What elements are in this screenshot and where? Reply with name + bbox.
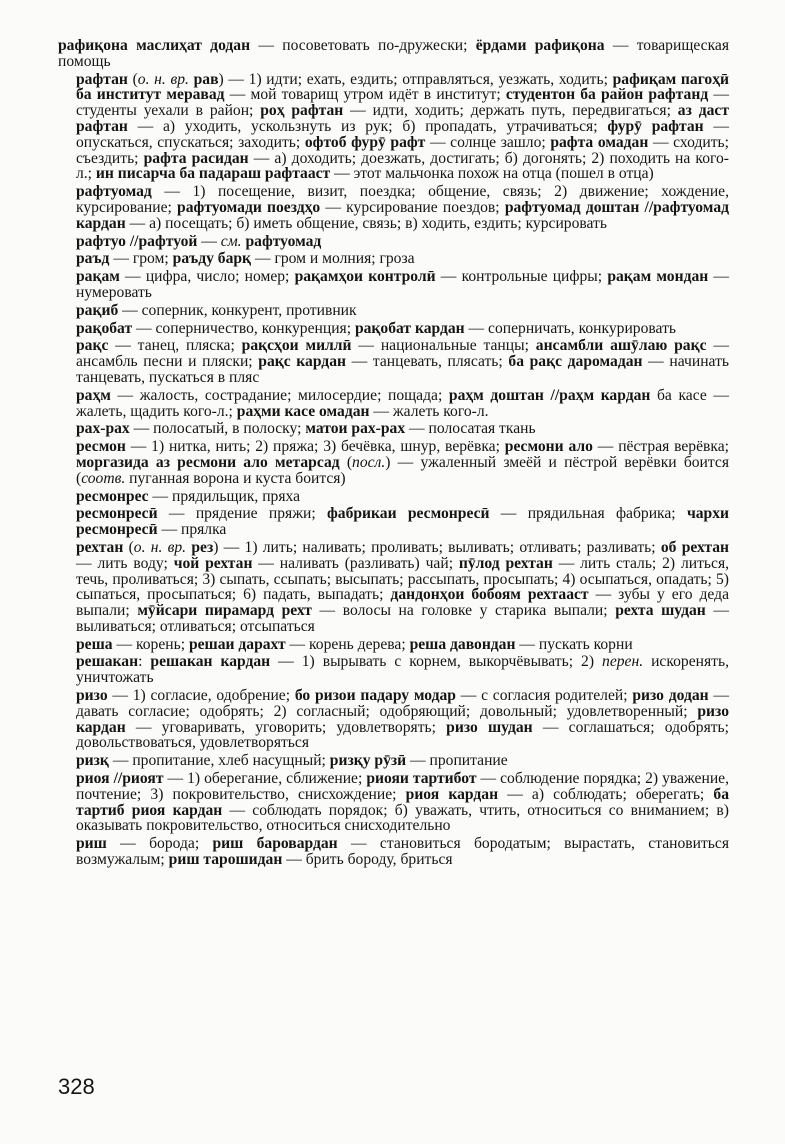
dictionary-entry: [58, 321, 729, 337]
definition-text: пуганная ворона и куста боится): [125, 469, 346, 487]
headword-text: рақсҳои миллӣ: [241, 337, 352, 355]
definition-text: — контрольные цифры;: [435, 268, 608, 286]
definition-text: — уговаривать, уговорить; удовлетворять;: [125, 718, 447, 736]
dictionary-entry: [58, 540, 729, 635]
headword-text: риш: [76, 835, 107, 853]
label-text: см.: [220, 232, 242, 250]
headword-text: рақобат кардан: [354, 319, 465, 337]
headword-text: риш баровардан: [212, 835, 338, 853]
headword-text: раҳми касе омадан: [236, 402, 370, 420]
headword-text: решакан: [76, 653, 139, 671]
headword-text: рав: [193, 70, 219, 88]
headword-text: рафтуо //рафтуой: [76, 232, 198, 250]
headword-text: чархи ресмонресӣ: [76, 505, 729, 539]
dictionary-entry: [58, 251, 729, 267]
definition-text: — курсирование поездов;: [320, 198, 505, 216]
headword-text: ин писарча ба падараш рафтааст: [95, 165, 331, 183]
definition-text: — пёстрая верёвка;: [592, 438, 729, 456]
definition-text: ) — ужаленный змеёй и пёстрой верёвки боится (: [76, 453, 729, 487]
dictionary-entry: [58, 506, 729, 538]
definition-text: — ансамбль песни и пляски;: [76, 337, 729, 371]
definition-text: :: [138, 653, 151, 671]
headword-text: матои рах-рах: [305, 420, 406, 438]
definition-text: — студенты уехали в район;: [76, 86, 729, 120]
definition-text: (: [127, 70, 138, 88]
definition-text: — с согласия родителей;: [455, 687, 633, 705]
definition-text: — полосатая ткань: [405, 420, 536, 438]
definition-text: — борода;: [106, 835, 213, 853]
headword-text: чой рехтан: [173, 554, 253, 572]
headword-text: рах-рах: [76, 420, 130, 438]
headword-text: ресмонресӣ: [76, 505, 158, 523]
definition-text: — опускаться, спускаться; заходить;: [76, 117, 729, 151]
headword-text: рафтан: [76, 70, 128, 88]
headword-text: мӯйсари пирамард рехт: [137, 602, 312, 620]
headword-text: студентон ба район рафтанд: [505, 86, 709, 104]
headword-text: об рехтан: [660, 538, 730, 556]
definition-text: — сходить; съездить;: [76, 133, 729, 167]
definition-text: — гром;: [109, 250, 173, 268]
headword-text: реша: [76, 635, 113, 653]
headword-text: раъд: [76, 250, 110, 268]
headword-text: рез: [191, 538, 214, 556]
dictionary-entry: [58, 421, 729, 437]
definition-text: — этот мальчонка похож на отца (пошел в отца): [330, 165, 654, 183]
headword-text: ансамбли ашӯлаю рақс: [535, 337, 707, 355]
headword-text: моргазида аз ресмони ало метарсад: [76, 453, 340, 471]
headword-text: рақиб: [76, 301, 119, 319]
definition-text: — солнце зашло;: [425, 133, 551, 151]
dictionary-entry: [58, 771, 729, 834]
definition-text: — жалость, сострадание; милосердие; пощада;: [110, 386, 449, 404]
definition-text: — соперничество, конкуренция;: [132, 319, 355, 337]
headword-text: офтоб фурӯ рафт: [304, 133, 426, 151]
definition-text: — цифра, число; номер;: [119, 268, 295, 286]
headword-text: ризқ: [76, 752, 109, 770]
headword-text: риояи тартибот: [366, 770, 477, 788]
definition-text: — а) доходить; доезжать, достигать; б) догонять; 2) походить на кого-л.;: [76, 149, 729, 183]
headword-text: ба рақс даромадан: [508, 353, 643, 371]
headword-text: пӯлод рехтан: [458, 554, 553, 572]
definition-text: — прядильная фабрика;: [489, 505, 687, 523]
headword-text: ресмонрес: [76, 487, 149, 505]
definition-text: — пропитание: [406, 752, 508, 770]
definition-text: — танец, пляска;: [108, 337, 242, 355]
definition-text: — волосы на головке у старика выпали;: [311, 602, 616, 620]
label-text: соотв.: [81, 469, 126, 487]
definition-text: — пускать корни: [515, 635, 633, 653]
definition-text: — соблюдать порядок; б) уважать, чтить, относиться со вниманием; в) оказывать покровительство, относиться снисходительно: [76, 801, 729, 835]
label-text: о. н. вр.: [137, 70, 189, 88]
page-number: 328: [58, 1074, 95, 1099]
headword-text: бо ризои падару модар: [294, 687, 456, 705]
dictionary-entry: [58, 688, 729, 751]
definition-text: — а) посещать; б) иметь общение, связь; в) ходить, ездить; курсировать: [125, 214, 607, 232]
definition-text: — 1) нитка, нить; 2) пряжа; 3) бечёвка, шнур, верёвка;: [125, 438, 505, 456]
definition-text: — мой товарищ утром идёт в институт;: [224, 86, 506, 104]
definition-text: — выливаться; отливаться; отсыпаться: [76, 602, 729, 635]
dictionary-entry: [58, 637, 729, 653]
definition-text: — лить воду;: [76, 554, 174, 572]
headword-text: ба тартиб риоя кардан: [76, 785, 729, 819]
definition-text: — наливать (разливать) чай;: [252, 554, 459, 572]
entry-list: [58, 38, 729, 868]
definition-text: — начинать танцевать, пускаться в пляс: [76, 353, 729, 386]
headword-text: рафтуомад: [76, 183, 152, 201]
headword-text: риш тарошидан: [168, 851, 283, 869]
definition-text: — посоветовать по-дружески;: [250, 37, 476, 54]
headword-text: рафиқам пагоҳӣ ба институт меравад: [76, 70, 729, 104]
definition-text: — давать согласие; одобрять; 2) согласный; одобряющий; довольный; удовлетворенный;: [76, 687, 729, 720]
label-text: посл.: [352, 453, 386, 471]
label-text: перен.: [602, 653, 644, 671]
definition-text: — соперничать, конкурировать: [464, 319, 677, 337]
dictionary-entry: [58, 338, 729, 385]
headword-text: ресмони ало: [504, 438, 593, 456]
headword-text: фабрикаи ресмонресӣ: [327, 505, 490, 523]
dictionary-entry: [58, 753, 729, 769]
definition-text: — брить бороду, бриться: [282, 851, 453, 869]
dictionary-entry: [58, 38, 729, 70]
definition-text: — прялка: [157, 521, 227, 539]
definition-text: — прядильщик, пряха: [148, 487, 301, 505]
definition-text: — соперник, конкурент, противник: [118, 301, 357, 319]
headword-text: дандонҳои бобоям рехтааст: [390, 586, 589, 604]
definition-text: (: [339, 453, 353, 471]
headword-text: рафта расидан: [143, 149, 249, 167]
definition-text: — а) соблюдать; оберегать;: [498, 785, 714, 803]
definition-text: — 1) вырывать с корнем, выкорчёвывать; 2): [270, 653, 603, 671]
definition-text: — зубы у его деда выпали;: [76, 586, 730, 620]
dictionary-entry: [58, 836, 729, 868]
dictionary-entry: [58, 388, 729, 420]
definition-text: — 1) оберегание, сближение;: [163, 770, 367, 788]
headword-text: аз даст рафтан: [76, 102, 729, 135]
headword-text: риоя кардан: [405, 785, 499, 803]
headword-text: рақам: [76, 268, 120, 286]
headword-text: роҳ рафтан: [260, 102, 344, 120]
definition-text: — товарищеская помощь: [58, 37, 729, 70]
dictionary-entry: [58, 303, 729, 319]
headword-text: рафтуомади поездҳо: [177, 198, 321, 216]
definition-text: — пропитание, хлеб насущный;: [108, 752, 330, 770]
definition-text: — прядение пряжи;: [157, 505, 327, 523]
label-text: о. н. вр.: [133, 538, 187, 556]
definition-text: искоренять, уничтожать: [76, 653, 729, 687]
headword-text: рафтуомад доштан //рафтуомад кардан: [76, 198, 730, 232]
headword-text: решаи дарахт: [188, 635, 286, 653]
headword-text: ресмон: [76, 438, 126, 456]
headword-text: рафиқона маслиҳат додан: [58, 37, 251, 54]
dictionary-entry: [58, 654, 729, 686]
headword-text: рафта омадан: [550, 133, 649, 151]
dictionary-entry: [58, 489, 729, 505]
headword-text: ризо кардан: [76, 702, 729, 736]
headword-text: рақамҳои контролӣ: [294, 268, 436, 286]
headword-text: ризқу рӯзӣ: [329, 752, 407, 770]
definition-text: — соблюдение порядка; 2) уважение, почтение; 3) покровительство, снисхождение;: [76, 770, 729, 803]
headword-text: рақс: [76, 337, 109, 355]
headword-text: рақс кардан: [258, 353, 346, 371]
dictionary-entry: [58, 184, 729, 231]
headword-text: рақам мондан: [607, 268, 709, 286]
definition-text: — 1) посещение, визит, поездка; общение, связь; 2) движение; хождение, курсирование;: [76, 183, 729, 216]
definition-text: — становиться бородатым; вырастать, становиться возмужалым;: [76, 835, 729, 869]
definition-text: — жалеть кого-л.: [369, 402, 489, 420]
dictionary-entry: [58, 72, 729, 183]
headword-text: рафтуомад: [245, 232, 322, 250]
definition-text: — танцевать, плясать;: [345, 353, 509, 371]
headword-text: рехта шудан: [615, 602, 706, 620]
headword-text: ризо: [76, 687, 108, 705]
headword-text: раъду барқ: [172, 250, 252, 268]
headword-text: ризо шудан: [446, 718, 533, 736]
definition-text: ) — 1) идти; ехать, ездить; отправляться, уезжать, ходить;: [218, 70, 613, 88]
headword-text: раҳм доштан //раҳм кардан: [448, 386, 651, 404]
dictionary-entry: [58, 234, 729, 250]
dictionary-entry: [58, 269, 729, 301]
dictionary-entry: [58, 439, 729, 486]
headword-text: раҳм: [76, 386, 111, 404]
definition-text: —: [197, 232, 221, 250]
definition-text: ) — 1) лить; наливать; проливать; выливать; отливать; разливать;: [213, 538, 661, 556]
definition-text: — лить сталь; 2) литься, течь, проливаться; 3) сыпать, ссыпать; высыпать; рассыпать, просыпать; 4) осыпаться, опадать; 5) сыпаться, просыпаться; 6) падать, выпадать;: [76, 554, 730, 604]
headword-text: рақобат: [76, 319, 133, 337]
headword-text: рехтан: [76, 538, 124, 556]
definition-text: — корень дерева;: [285, 635, 410, 653]
headword-text: решакан кардан: [150, 653, 271, 671]
definition-text: — гром и молния; гроза: [251, 250, 415, 268]
definition-text: — 1) согласие, одобрение;: [107, 687, 295, 705]
definition-text: ба касе — жалеть, щадить кого-л.;: [76, 386, 729, 420]
headword-text: ризо додан: [632, 687, 709, 705]
definition-text: — а) уходить, ускользнуть из рук; б) пропадать, утрачиваться;: [127, 117, 608, 135]
definition-text: — корень;: [112, 635, 189, 653]
definition-text: — соглашаться; одобрять; довольствоваться, удовлетворяться: [76, 718, 729, 752]
headword-text: риоя //риоят: [76, 770, 164, 788]
definition-text: (: [123, 538, 134, 556]
definition-text: — нумеровать: [76, 268, 730, 301]
headword-text: ёрдами рафиқона: [475, 37, 605, 54]
definition-text: — национальные танцы;: [351, 337, 536, 355]
definition-text: — идти, ходить; держать путь, передвигаться;: [343, 102, 678, 120]
definition-text: — полосатый, в полоску;: [129, 420, 306, 438]
headword-text: фурӯ рафтан: [607, 117, 704, 135]
headword-text: реша давондан: [409, 635, 516, 653]
